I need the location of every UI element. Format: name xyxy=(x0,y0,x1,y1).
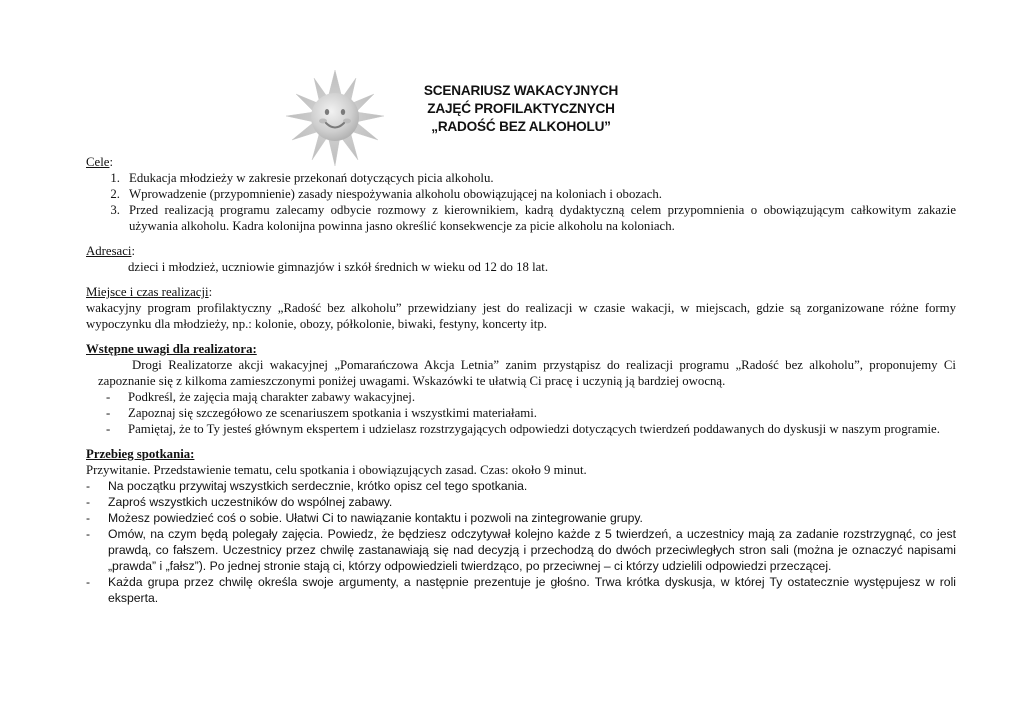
list-item: 2. Wprowadzenie (przypomnienie) zasady niespożywania alkoholu obowiązującej na koloniach i obozach. xyxy=(86,186,956,202)
cele-item-3: Przed realizacją programu zalecamy odbycie rozmowy z kierownikiem, kadrą dydaktyczną celem przypomnienia o obowiązującym całkowitym zakazie używania alkoholu. Kadra kolonijna powinna jasno określić konsekwencje za picie alkoholu na koloniach. xyxy=(129,203,956,233)
section-adresaci: Adresaci: dzieci i młodzież, uczniowie gimnazjów i szkół średnich w wieku od 12 do 18 lat. xyxy=(86,243,956,275)
list-item: - Omów, na czym będą polegały zajęcia. Powiedz, że będziesz odczytywał kolejno każde z 5 twierdzeń, a uczestnicy mają za zadanie rozstrzygnąć, co jest prawdą, co fałszem. Uczestnicy przez chwilę zastanawiają się nad decyzją i przechodzą do dwóch przeciwległych stron sali (można je oznaczyć napisami „prawda” i „fałsz”). Po jednej stronie stają ci, którzy odpowiedzieli twierdząco, po przeciwnej – ci którzy udzielili odpowiedzi przeczącej. xyxy=(86,527,956,573)
uwagi-item-2: Zapoznaj się szczegółowo ze scenariuszem spotkania i wszystkimi materiałami. xyxy=(128,406,538,420)
przebieg-item-5: Każda grupa przez chwilę określa swoje argumenty, a następnie prezentuje je głośno. Trwa krótka dyskusja, w której Ty ostatecznie występujesz w roli eksperta. xyxy=(108,575,956,605)
smiling-sun-icon xyxy=(282,68,388,168)
list-item: - Każda grupa przez chwilę określa swoje argumenty, a następnie prezentuje je głośno. Trwa krótka dyskusja, w której Ty ostatecznie występujesz w roli eksperta. xyxy=(86,575,956,605)
list-item: - Zapoznaj się szczegółowo ze scenariuszem spotkania i wszystkimi materiałami. xyxy=(86,405,956,421)
page-title xyxy=(396,82,646,136)
document-body xyxy=(86,154,956,606)
list-item: - Pamiętaj, że to Ty jesteś głównym ekspertem i udzielasz rozstrzygających odpowiedzi dotyczących twierdzeń poddawanych do dyskusji w naszym programie. xyxy=(86,421,956,437)
title-line-3: „RADOŚĆ BEZ ALKOHOLU” xyxy=(431,119,611,134)
cele-heading: Cele xyxy=(86,155,110,169)
cele-item-1: Edukacja młodzieży w zakresie przekonań dotyczących picia alkoholu. xyxy=(129,171,494,185)
uwagi-item-3: Pamiętaj, że to Ty jesteś głównym ekspertem i udzielasz rozstrzygających odpowiedzi dotyczących twierdzeń poddawanych do dyskusji w naszym programie. xyxy=(128,422,940,436)
uwagi-intro: Drogi Realizatorze akcji wakacyjnej „Pomarańczowa Akcja Letnia” zanim przystąpisz do realizacji programu „Radość bez alkoholu”, proponujemy Ci zapoznanie się z kilkoma zamieszczonymi poniżej uwagami. Wskazówki te ułatwią Ci pracę i uczynią ją bardziej owocną. xyxy=(98,358,956,388)
adresaci-text: dzieci i młodzież, uczniowie gimnazjów i szkół średnich w wieku od 12 do 18 lat. xyxy=(128,260,549,274)
section-przebieg xyxy=(86,446,956,606)
list-item: - Na początku przywitaj wszystkich serdecznie, krótko opisz cel tego spotkania. xyxy=(86,478,956,494)
title-line-2: ZAJĘĆ PROFILAKTYCZNYCH xyxy=(427,101,615,116)
przebieg-item-1: Na początku przywitaj wszystkich serdecznie, krótko opisz cel tego spotkania. xyxy=(108,479,528,493)
miejsce-text: wakacyjny program profilaktyczny „Radość bez alkoholu” przewidziany jest do realizacji w czasie wakacji, w miejscach, gdzie są zorganizowane różne formy wypoczynku dla młodzieży, np.: kolonie, obozy, półkolonie, biwaki, festyny, koncerty itp. xyxy=(86,301,956,331)
uwagi-heading: Wstępne uwagi dla realizatora: xyxy=(86,342,257,356)
list-item: 3. Przed realizacją programu zalecamy odbycie rozmowy z kierownikiem, kadrą dydaktyczną celem przypomnienia o obowiązującym całkowitym zakazie używania alkoholu. Kadra kolonijna powinna jasno określić konsekwencje za picie alkoholu na koloniach. xyxy=(110,203,956,233)
miejsce-heading: Miejsce i czas realizacji xyxy=(86,285,209,299)
przebieg-heading: Przebieg spotkania: xyxy=(86,447,195,461)
przebieg-item-4: Omów, na czym będą polegały zajęcia. Powiedz, że będziesz odczytywał kolejno każde z 5 twierdzeń, a uczestnicy mają za zadanie rozstrzygnąć, co jest prawdą, co fałszem. Uczestnicy przez chwilę zastanawiają się nad decyzją i przechodzą do dwóch przeciwległych stron sali (można je oznaczyć napisami „prawda” i „fałsz”). Po jednej stronie stają ci, którzy odpowiedzieli twierdząco, po przeciwnej – ci którzy udzielili odpowiedzi przeczącej. xyxy=(108,527,956,573)
section-miejsce: Miejsce i czas realizacji: wakacyjny program profilaktyczny „Radość bez alkoholu” przewidziany jest do realizacji w czasie wakacji, w miejscach, gdzie są zorganizowane różne formy wypoczynku dla młodzieży, np.: kolonie, obozy, półkolonie, biwaki, festyny, koncerty itp. xyxy=(86,285,956,331)
uwagi-item-1: Podkreśl, że zajęcia mają charakter zabawy wakacyjnej. xyxy=(128,390,416,404)
section-uwagi xyxy=(86,341,956,437)
list-item: 1. Edukacja młodzieży w zakresie przekonań dotyczących picia alkoholu. xyxy=(86,170,956,186)
title-line-1: SCENARIUSZ WAKACYJNYCH xyxy=(423,83,619,98)
list-item: - Podkreśl, że zajęcia mają charakter zabawy wakacyjnej. xyxy=(86,389,956,405)
przebieg-item-2: Zaproś wszystkich uczestników do wspólnej zabawy. xyxy=(108,495,393,509)
cele-item-2: Wprowadzenie (przypomnienie) zasady niespożywania alkoholu obowiązującej na koloniach i obozach. xyxy=(129,187,662,201)
przebieg-item-3: Możesz powiedzieć coś o sobie. Ułatwi Ci to nawiązanie kontaktu i pozwoli na zintegrowanie grupy. xyxy=(108,511,643,525)
list-item: - Zaproś wszystkich uczestników do wspólnej zabawy. xyxy=(86,494,956,510)
list-item: - Możesz powiedzieć coś o sobie. Ułatwi Ci to nawiązanie kontaktu i pozwoli na zintegrowanie grupy. xyxy=(86,510,956,526)
przebieg-intro: Przywitanie. Przedstawienie tematu, celu spotkania i obowiązujących zasad. Czas: około 9 minut. xyxy=(86,463,587,477)
adresaci-heading: Adresaci xyxy=(86,244,132,258)
section-cele: Cele: 1. Edukacja młodzieży w zakresie przekonań dotyczących picia alkoholu. 2. Wprowadzenie (przypomnienie) zasady niespożywania alkoholu obowiązującej na koloniach i obozach. 3. Przed realizacją programu zalecamy odbycie rozmowy z kierownikiem, kadrą dydaktyczną celem przypomnienia o obowiązującym całkowitym zakazie używania alkoholu. Kadra kolonijna powinna jasno określić konsekwencje za picie alkoholu na koloniach. xyxy=(86,155,956,233)
